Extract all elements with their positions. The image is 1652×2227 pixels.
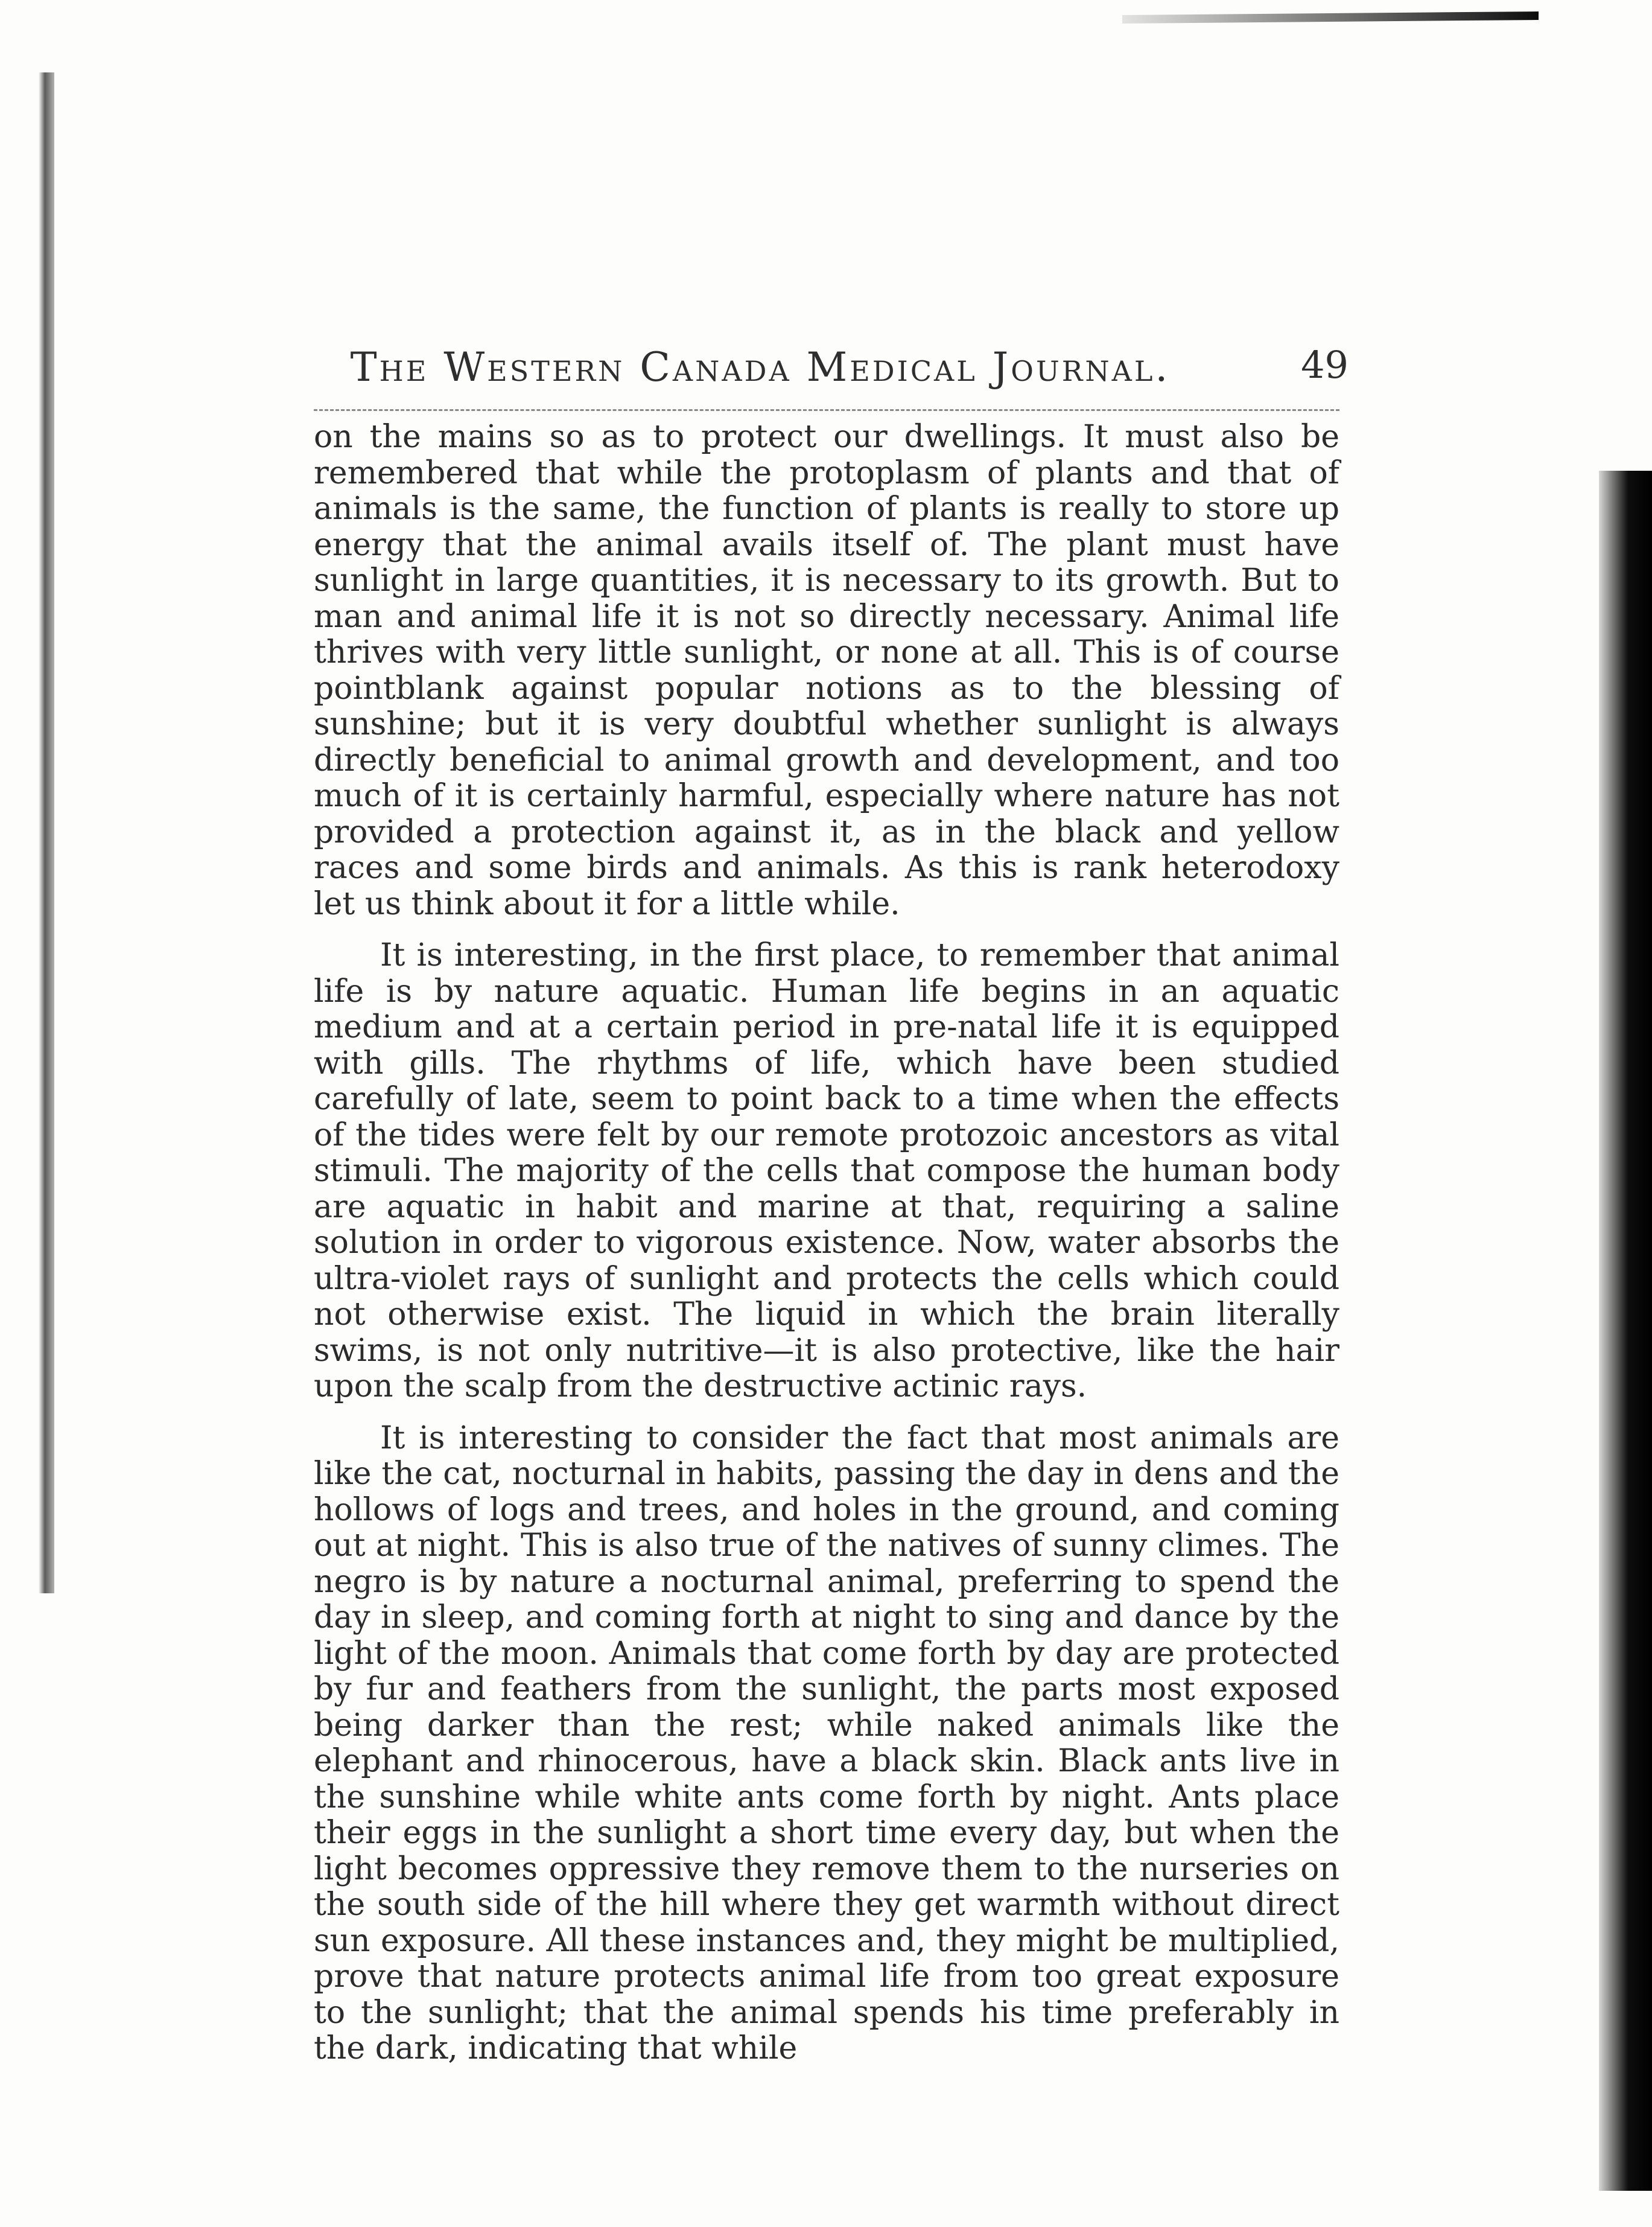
scan-artifact-right-shadow [1599, 471, 1652, 2191]
page-number: 49 [1301, 343, 1349, 387]
paragraph-1: on the mains so as to protect our dwellings. It must also be remembered that while the protoplasm of plants and that of animals is the same, the function of plants is really to store up energy that the animal avails itself of. The plant must have sunlight in large quantities, it is necessary to its growth. But to man and animal life it is not so directly necessary. Animal life thrives with very little sunlight, or none at all. This is of course pointblank against popular notions as to the blessing of sunshine; but it is very doubtful whether sunlight is always directly beneficial to animal growth and development, and too much of it is certainly harmful, especially where nature has not provided a protection against it, as in the black and yellow races and some birds and animals. As this is rank heterodoxy let us think about it for a little while. [314, 419, 1339, 922]
running-head [314, 338, 1349, 404]
header-divider [314, 409, 1339, 411]
article-body [314, 419, 1339, 2083]
scan-artifact-top-rule [1122, 11, 1539, 24]
journal-title: The Western Canada Medical Journal. [350, 344, 1171, 390]
paragraph-3: It is interesting to consider the fact that most animals are like the cat, nocturnal in habits, passing the day in dens and the hollows of logs and trees, and holes in the ground, and coming out at night. This is also true of the natives of sunny climes. The negro is by nature a nocturnal animal, preferring to spend the day in sleep, and coming forth at night to sing and dance by the light of the moon. Animals that come forth by day are protected by fur and feathers from the sunlight, the parts most exposed being darker than the rest; while naked animals like the elephant and rhinocerous, have a black skin. Black ants live in the sunshine while white ants come forth by night. Ants place their eggs in the sunlight a short time every day, but when the light becomes oppressive they remove them to the nurseries on the south side of the hill where they get warmth without direct sun exposure. All these instances and, they might be multiplied, prove that nature protects animal life from too great exposure to the sunlight; that the animal spends his time preferably in the dark, indicating that while [314, 1419, 1339, 2066]
paragraph-2: It is interesting, in the first place, to remember that animal life is by nature aquatic. Human life begins in an aquatic medium and at a certain period in pre-natal life it is equipped with gills. The rhythms of life, which have been studied carefully of late, seem to point back to a time when the effects of the tides were felt by our remote protozoic ancestors as vital stimuli. The majority of the cells that compose the human body are aquatic in habit and marine at that, requiring a saline solution in order to vigorous existence. Now, water absorbs the ultra-violet rays of sunlight and protects the cells which could not otherwise exist. The liquid in which the brain literally swims, is not only nutritive—it is also protective, like the hair upon the scalp from the destructive actinic rays. [314, 937, 1339, 1404]
scan-artifact-binding-edge [39, 72, 54, 1593]
